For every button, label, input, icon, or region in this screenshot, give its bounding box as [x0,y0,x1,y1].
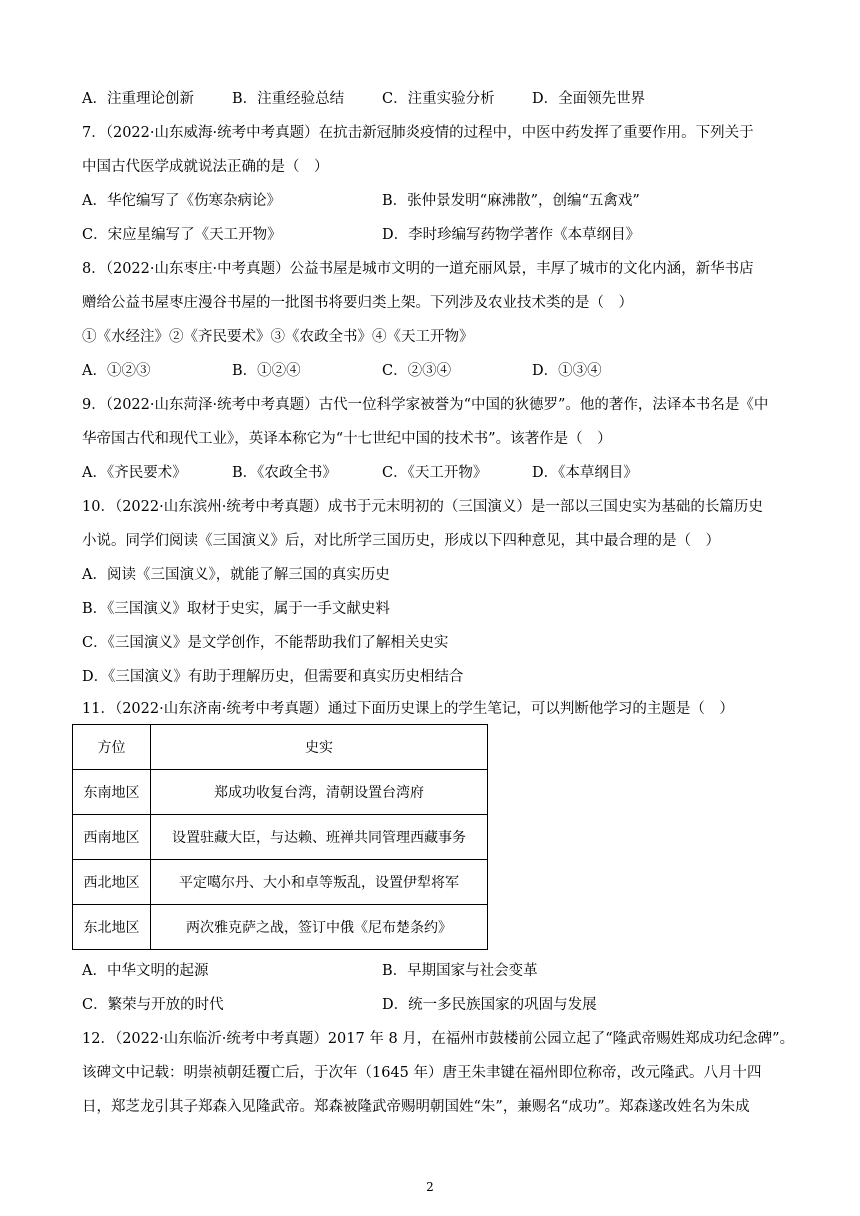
q7-option-c: C．宋应星编写了《天工开物》 [82,227,282,243]
table-row [73,770,488,815]
q12-line1: 12．（2022·山东临沂·统考中考真题）2017 年 8 月，在福州市鼓楼前公园立起了“隆武帝赐姓郑成功纪念碑”。 [82,1031,795,1047]
q8-option-a: A．①②③ [82,363,151,379]
table-row [73,815,488,860]
q10-option-d: D．《三国演义》有助于理解历史，但需要和真实历史相结合 [82,669,464,685]
table-cell-fact: 郑成功收复台湾，清朝设置台湾府 [151,770,488,815]
q10-stem-line2: 小说。同学们阅读《三国演义》后，对比所学三国历史，形成以下四种意见，其中最合理的是（ ） [82,533,720,549]
q9-option-a: A．《齐民要术》 [82,465,187,481]
table-row [73,860,488,905]
q10-option-a: A．阅读《三国演义》，就能了解三国的真实历史 [82,567,390,583]
table-cell-fact: 两次雅克萨之战，签订中俄《尼布楚条约》 [151,905,488,950]
q11-option-b: B．早期国家与社会变革 [382,963,538,979]
q10-option-b: B．《三国演义》取材于史实，属于一手文献史料 [82,601,390,617]
table-cell-region: 西北地区 [73,860,151,905]
page-number: 2 [426,1180,434,1194]
table-cell-fact: 设置驻藏大臣，与达赖、班禅共同管理西藏事务 [151,815,488,860]
q12-line3: 日，郑芝龙引其子郑森入见隆武帝。郑森被隆武帝赐明朝国姓“朱”，兼赐名“成功”。郑森遂改姓名为朱成 [82,1099,750,1115]
q6-option-c: C．注重实验分析 [382,91,495,107]
q8-items: ①《水经注》②《齐民要术》③《农政全书》④《天工开物》 [82,329,474,345]
q8-stem-line1: 8．（2022·山东枣庄·中考真题）公益书屋是城市文明的一道充丽风景，丰厚了城市的文化内涵，新华书店 [82,261,754,277]
q11-option-c: C．繁荣与开放的时代 [82,997,224,1013]
q9-option-c: C．《天工开物》 [382,465,488,481]
student-notes-table [72,724,488,950]
q10-stem-line1: 10．（2022·山东滨州·统考中考真题）成书于元末明初的（三国演义）是一部以三国史实为基础的长篇历史 [82,499,763,515]
q7-option-a: A．华佗编写了《伤寒杂病论》 [82,193,281,209]
q9-option-b: B．《农政全书》 [232,465,337,481]
q8-stem-line2: 赠给公益书屋枣庄漫谷书屋的一批图书将要归类上架。下列涉及农业技术类的是（ ） [82,295,633,311]
table-header-row [73,725,488,770]
q9-stem-line1: 9．（2022·山东菏泽·统考中考真题）古代一位科学家被誉为“中国的狄德罗”。他的著作，法译本书名是《中 [82,397,769,413]
q6-option-b: B．注重经验总结 [232,91,345,107]
q8-option-d: D．①③④ [532,363,602,379]
table-cell-fact: 平定噶尔丹、大小和卓等叛乱，设置伊犁将军 [151,860,488,905]
q6-option-d: D．全面领先世界 [532,91,646,107]
q9-option-d: D．《本草纲目》 [532,465,638,481]
q7-stem-line1: 7．（2022·山东威海·统考中考真题）在抗击新冠肺炎疫情的过程中，中医中药发挥了重要作用。下列关于 [82,125,754,141]
table-cell-region: 东北地区 [73,905,151,950]
table-header-facts: 史实 [151,725,488,770]
q7-stem-line2: 中国古代医学成就说法正确的是（ ） [82,159,329,175]
q7-option-d: D．李时珍编写药物学著作《本草纲目》 [382,227,641,243]
q11-option-a: A．中华文明的起源 [82,963,209,979]
table-cell-region: 东南地区 [73,770,151,815]
table-cell-region: 西南地区 [73,815,151,860]
q6-option-a: A．注重理论创新 [82,91,194,107]
q9-stem-line2: 华帝国古代和现代工业》，英译本称它为“十七世纪中国的技术书”。该著作是（ ） [82,431,612,447]
q8-option-c: C．②③④ [382,363,452,379]
q12-line2: 该碑文中记载：明崇祯朝廷覆亡后，于次年（1645 年）唐王朱聿键在福州即位称帝，改元隆武。八月十四 [82,1065,762,1081]
q8-option-b: B．①②④ [232,363,301,379]
q10-option-c: C．《三国演义》是文学创作，不能帮助我们了解相关史实 [82,635,449,651]
q7-option-b: B．张仲景发明“麻沸散”，创编“五禽戏” [382,193,640,209]
table-header-direction: 方位 [73,725,151,770]
q11-stem: 11．（2022·山东济南·统考中考真题）通过下面历史课上的学生笔记，可以判断他学习的主题是（ ） [82,701,734,717]
table-row [73,905,488,950]
q11-option-d: D．统一多民族国家的巩固与发展 [382,997,597,1013]
